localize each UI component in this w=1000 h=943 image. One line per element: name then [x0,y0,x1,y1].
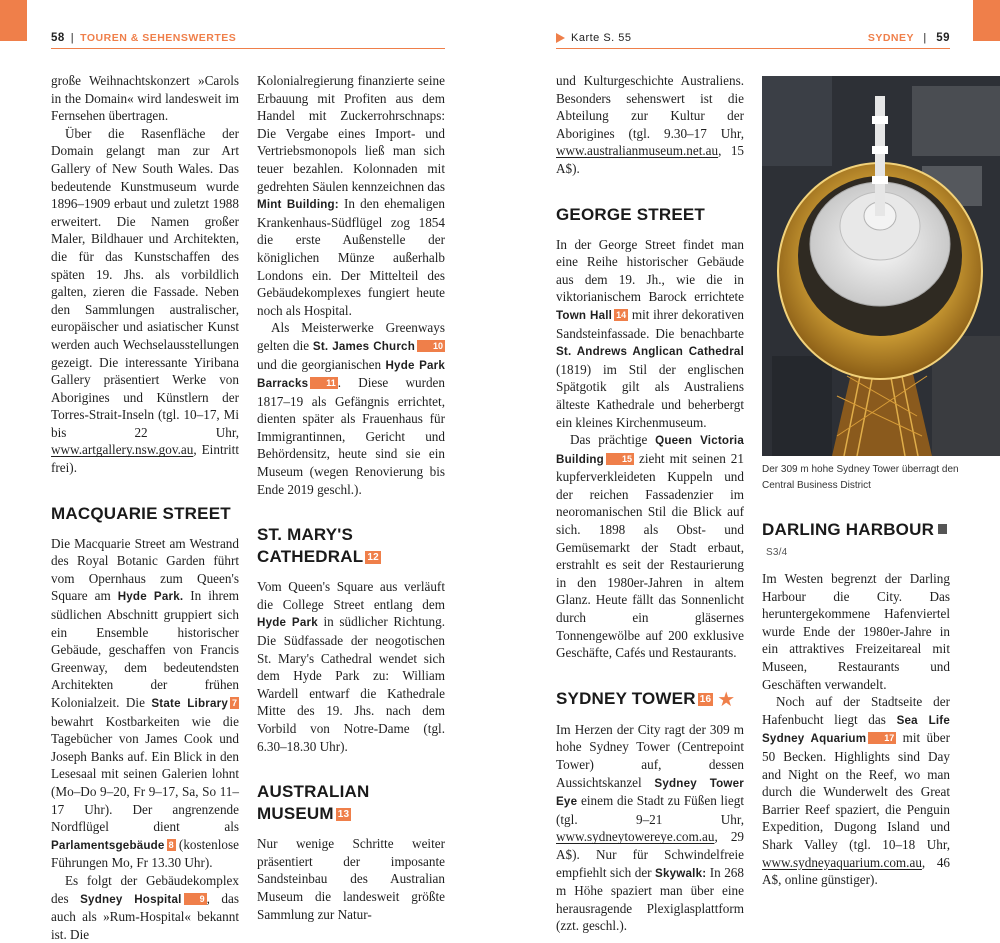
text-run: In der George Street findet man eine Reihe historischer Gebäude aus dem 19. Jh., wie die in viktorianischem Barock errichtete [556,236,744,305]
keyword: Parlamentsgebäude [51,838,165,852]
keyword: State Library [151,697,228,710]
heading-text: AUSTRALIAN MUSEUM [257,782,370,824]
map-marker-badge: 17 [868,732,896,744]
text-run: , das auch als »Rum-Hospital« bekannt ist. Die [51,890,239,942]
keyword: Sea Life Sydney Aquarium [762,713,950,746]
text-column-1 [51,72,239,943]
map-reference-label: Karte S. 55 [571,32,632,44]
map-marker-badge: 11 [310,377,338,389]
header-right-group [868,32,950,44]
text-run: mit über 50 Becken. Highlights sind Day and Night on the Reef, wo man durch die Wunderwelt des Great Barrier Reef spaziert, die Penguin Expedition, Dugong Island und Shark Valley (tgl. 10–18 Uhr, [762,730,950,852]
text-run: in südlicher Richtung. Die Südfassade der neogotischen St. Mary's Cathedral wendet sich dem Hyde Park zu: William Wardell entwarf die Kathedrale Mitte des 19. Jhs. nach dem Vorbild von Notre-Dame (tgl. 6.30–18.30 Uhr). [257,614,446,754]
paragraph [556,72,744,178]
heading-text: SYDNEY TOWER [556,688,696,708]
link-sydneyaquarium[interactable]: www.sydneyaquarium.com.au [762,854,922,870]
text-run: In 268 m Höhe spaziert man über eine herausragende Plexiglasplattform (zzt. geschl.). [556,864,744,934]
running-header-left [51,30,445,46]
map-icon [938,524,947,534]
keyword: Hyde Park. [117,590,184,604]
text-run: . Diese wurden 1817–19 als Gefängnis errichtet, dienten später als Frauenhaus für Immigrantinnen, Gericht und Behördensitz, heute sind sie ein Museum (wegen Renovierung bis Ende 2019 geschl.). [257,375,445,497]
text-run: mit ihrer dekorativen Sandsteinfassade. Die benachbarte [556,306,744,341]
link-artgallery[interactable]: www.artgallery.nsw.gov.au [51,442,194,458]
text-run: (kostenlose Führungen Mo, Fr 13.30 Uhr). [51,836,239,871]
photo-caption: Der 309 m hohe Sydney Tower überragt den Central Business District [762,464,959,491]
paragraph [51,125,239,477]
paragraph [257,319,445,498]
section-title-right: SYDNEY [867,32,914,44]
text-run: , 46 A$, online günstiger). [762,854,950,888]
section-heading-australian-museum [257,781,445,825]
text-run: In den ehemaligen Krankenhaus-Südflügel zog 1854 die erste Außenstelle der königlichen Münze außerhalb Londons ein. Der Mittelteil des Gebäudekomplexes fungiert heute noch als Hospital. [257,196,445,318]
section-heading-sydney-tower [556,688,744,711]
section-heading-darling-harbour [762,519,950,564]
text-run: , 29 A$). Nur für Schwindelfreie empfiehlt sich der [556,829,744,880]
keyword: Hyde Park Barracks [257,358,446,391]
sydney-tower-aerial-photo [762,76,1000,456]
text-column-2 [257,72,445,923]
map-marker-badge: 15 [606,453,634,465]
map-marker-badge: 14 [616,309,627,320]
keyword: Town Hall [556,308,613,322]
map-marker-badge: 12 [367,552,379,564]
paragraph [257,578,445,755]
text-run: Kolonialregierung finanzierte seine Erbauung mit Profiten aus dem Handel mit Zuckerrohrschnaps: Die Vergabe eines Import- und Vertriebsmonopols ließ man sich teuer bezahlen. Kolonnaden mit gedrehten Säulen kennzeichnen das [257,73,445,194]
text-run: , Eintritt frei). [51,442,239,476]
link-sydneytowereye[interactable]: www.sydneytowereye.com.au [556,829,715,845]
keyword: Mint Building: [257,198,339,212]
paragraph [556,431,744,662]
map-marker-badge: 10 [417,340,445,352]
heading-line: ST. MARY'S [257,525,354,545]
keyword: Skywalk: [655,866,707,880]
running-header-right [556,30,950,46]
text-run: (1819) im Stil der englischen Spätgotik gilt als Australiens älteste Kathedrale und beherbergt ein kleines Kirchenmuseum. [556,361,744,430]
paragraph: Im Westen begrenzt der Darling Harbour die City. Das heruntergekommene Hafenviertel wurde Ende der 1980er-Jahre in ein attraktives Freizeitareal mit Museen, Restaurants und Geschäften verwandelt. [762,571,950,692]
keyword: Queen Victoria Building [556,434,744,466]
photo-illustration [762,76,1000,456]
section-heading-macquarie-street: MACQUARIE STREET [51,503,231,523]
text-run: Noch auf der Stadtseite der Hafenbucht liegt das [762,694,950,727]
header-rule-left [51,48,445,49]
map-marker-badge: 16 [699,693,712,705]
text-column-4 [762,519,950,889]
text-run: und die georgianischen [257,356,386,372]
map-marker-badge: 13 [337,809,350,821]
page-number-left: 58 [51,32,65,44]
section-title-left: TOUREN & SEHENSWERTES [80,32,237,44]
text-run: Vom Queen's Square aus verläuft die College Street entlang dem [257,579,445,612]
text-run: zieht mit seinen 21 kupferverkleideten Kuppeln und der reichen Fassadenzier im neoromanischen Stil die Blick auf sich. 1898 als Obst- und Gemüsemarkt der Stadt erbaut, erstrahlt es seit der Restaurierung in den 1980er-Jahren in altem Glanz. Heute fällt das Sonnenlicht durch ein gläsernes Tonnengewölbe auf 200 exklusive Geschäfte, Cafés und Restaurants. [556,450,744,661]
text-run: und Kulturgeschichte Australiens. Besonders sehenswert ist die Abteilung zur Kultur der Aborigines (tgl. 9.30–17 Uhr, [556,73,744,141]
paragraph [762,693,950,889]
paragraph [556,721,744,935]
text-run: Im Herzen der City ragt der 309 m hohe Sydney Tower (Centrepoint Tower) auf, dessen Aussichtskanzel [556,721,744,790]
paragraph [556,236,744,432]
keyword: St. Andrews Anglican Cathedral [556,345,744,359]
map-marker-badge: 8 [168,839,174,850]
text-run: , 15 A$). [556,143,744,176]
keyword: Sydney Hospital [80,892,182,906]
heading-line: CATHEDRAL [257,547,364,567]
page-corner-tab-left [0,0,27,41]
map-grid-reference: S3/4 [766,547,788,558]
paragraph [51,535,239,872]
section-heading-st-marys-cathedral [257,524,445,568]
keyword: Sydney Tower Eye [556,776,744,809]
map-marker-badge: 7 [231,698,237,708]
paragraph: große Weihnachtskonzert »Carols in the Domain« wird landesweit im Fernsehen übertragen. [51,73,239,124]
page-corner-tab-right [973,0,1000,41]
paragraph [257,72,445,319]
paragraph [51,872,239,943]
page-number-right: 59 [936,32,950,44]
header-rule-right [556,48,950,49]
heading-text: DARLING HARBOUR [762,520,935,539]
keyword: Hyde Park [257,616,318,630]
section-heading-george-street: GEORGE STREET [556,204,706,224]
text-column-3 [556,72,744,935]
keyword: St. James Church [312,339,415,353]
text-run: In ihrem südlichen Abschnitt gruppiert sich ein Ensemble historischer Gebäude, geschaffen von Francis Greenway, dem bedeutendsten Architekten der frühen Kolonialzeit. Die [51,588,240,710]
star-icon: ★ [717,688,736,711]
paragraph: Nur wenige Schritte weiter präsentiert der imposante Sandsteinbau des Australian Museum die landesweit größte Sammlung zur Natur- [257,836,445,922]
text-run: Es folgt der Gebäudekomplex des [51,872,239,906]
text-run: einem die Stadt zu Füßen liegt (tgl. 9–21 Uhr, [556,793,744,827]
map-marker-badge: 9 [184,893,207,905]
text-run: Die Macquarie Street am Westrand des Royal Botanic Garden führt vom Opernhaus zum Queen's Square am [51,535,239,604]
triangle-right-icon [556,33,565,43]
text-run: Das prächtige [570,432,656,448]
header-separator: | [70,32,75,44]
link-australianmuseum[interactable]: www.australianmuseum.net.au [556,143,719,159]
text-run: bewahrt Kostbarkeiten wie die Tagebücher von James Cook und Joseph Banks auf. Ein Blick in den Lesesaal mit seinen Galerien lohnt (Mo–Do 9–20, Fr 9–17, Sa, So 11–17 Uhr). Der angrenzende Nordflügel dient als [51,713,239,835]
text-run: Als Meisterwerke Greenways gelten die [257,320,445,353]
text-run: Über die Rasenfläche der Domain gelangt man zur Art Gallery of New South Wales. Das bedeutende Kunstmuseum wurde 1896–1909 erbaut und zuletzt 1988 erweitert. Die Namen großer Maler, Bildhauer und Architekten, die für das Kunstschaffen des späten 19. Jhs. als vorbildlich galten, zieren die Fassade. Neben den Sammlungen australischer, europäischer und asiatischer Kunst werden auch Wechselausstellungen gezeigt. Die interessante Yiribana Gallery präsentiert Werke von Aborigines und Künstlern der Torres-Strait-Inseln (tgl. 10–17, Mi bis 22 Uhr, [51,125,239,440]
header-separator: | [923,32,927,44]
map-reference [556,32,632,44]
